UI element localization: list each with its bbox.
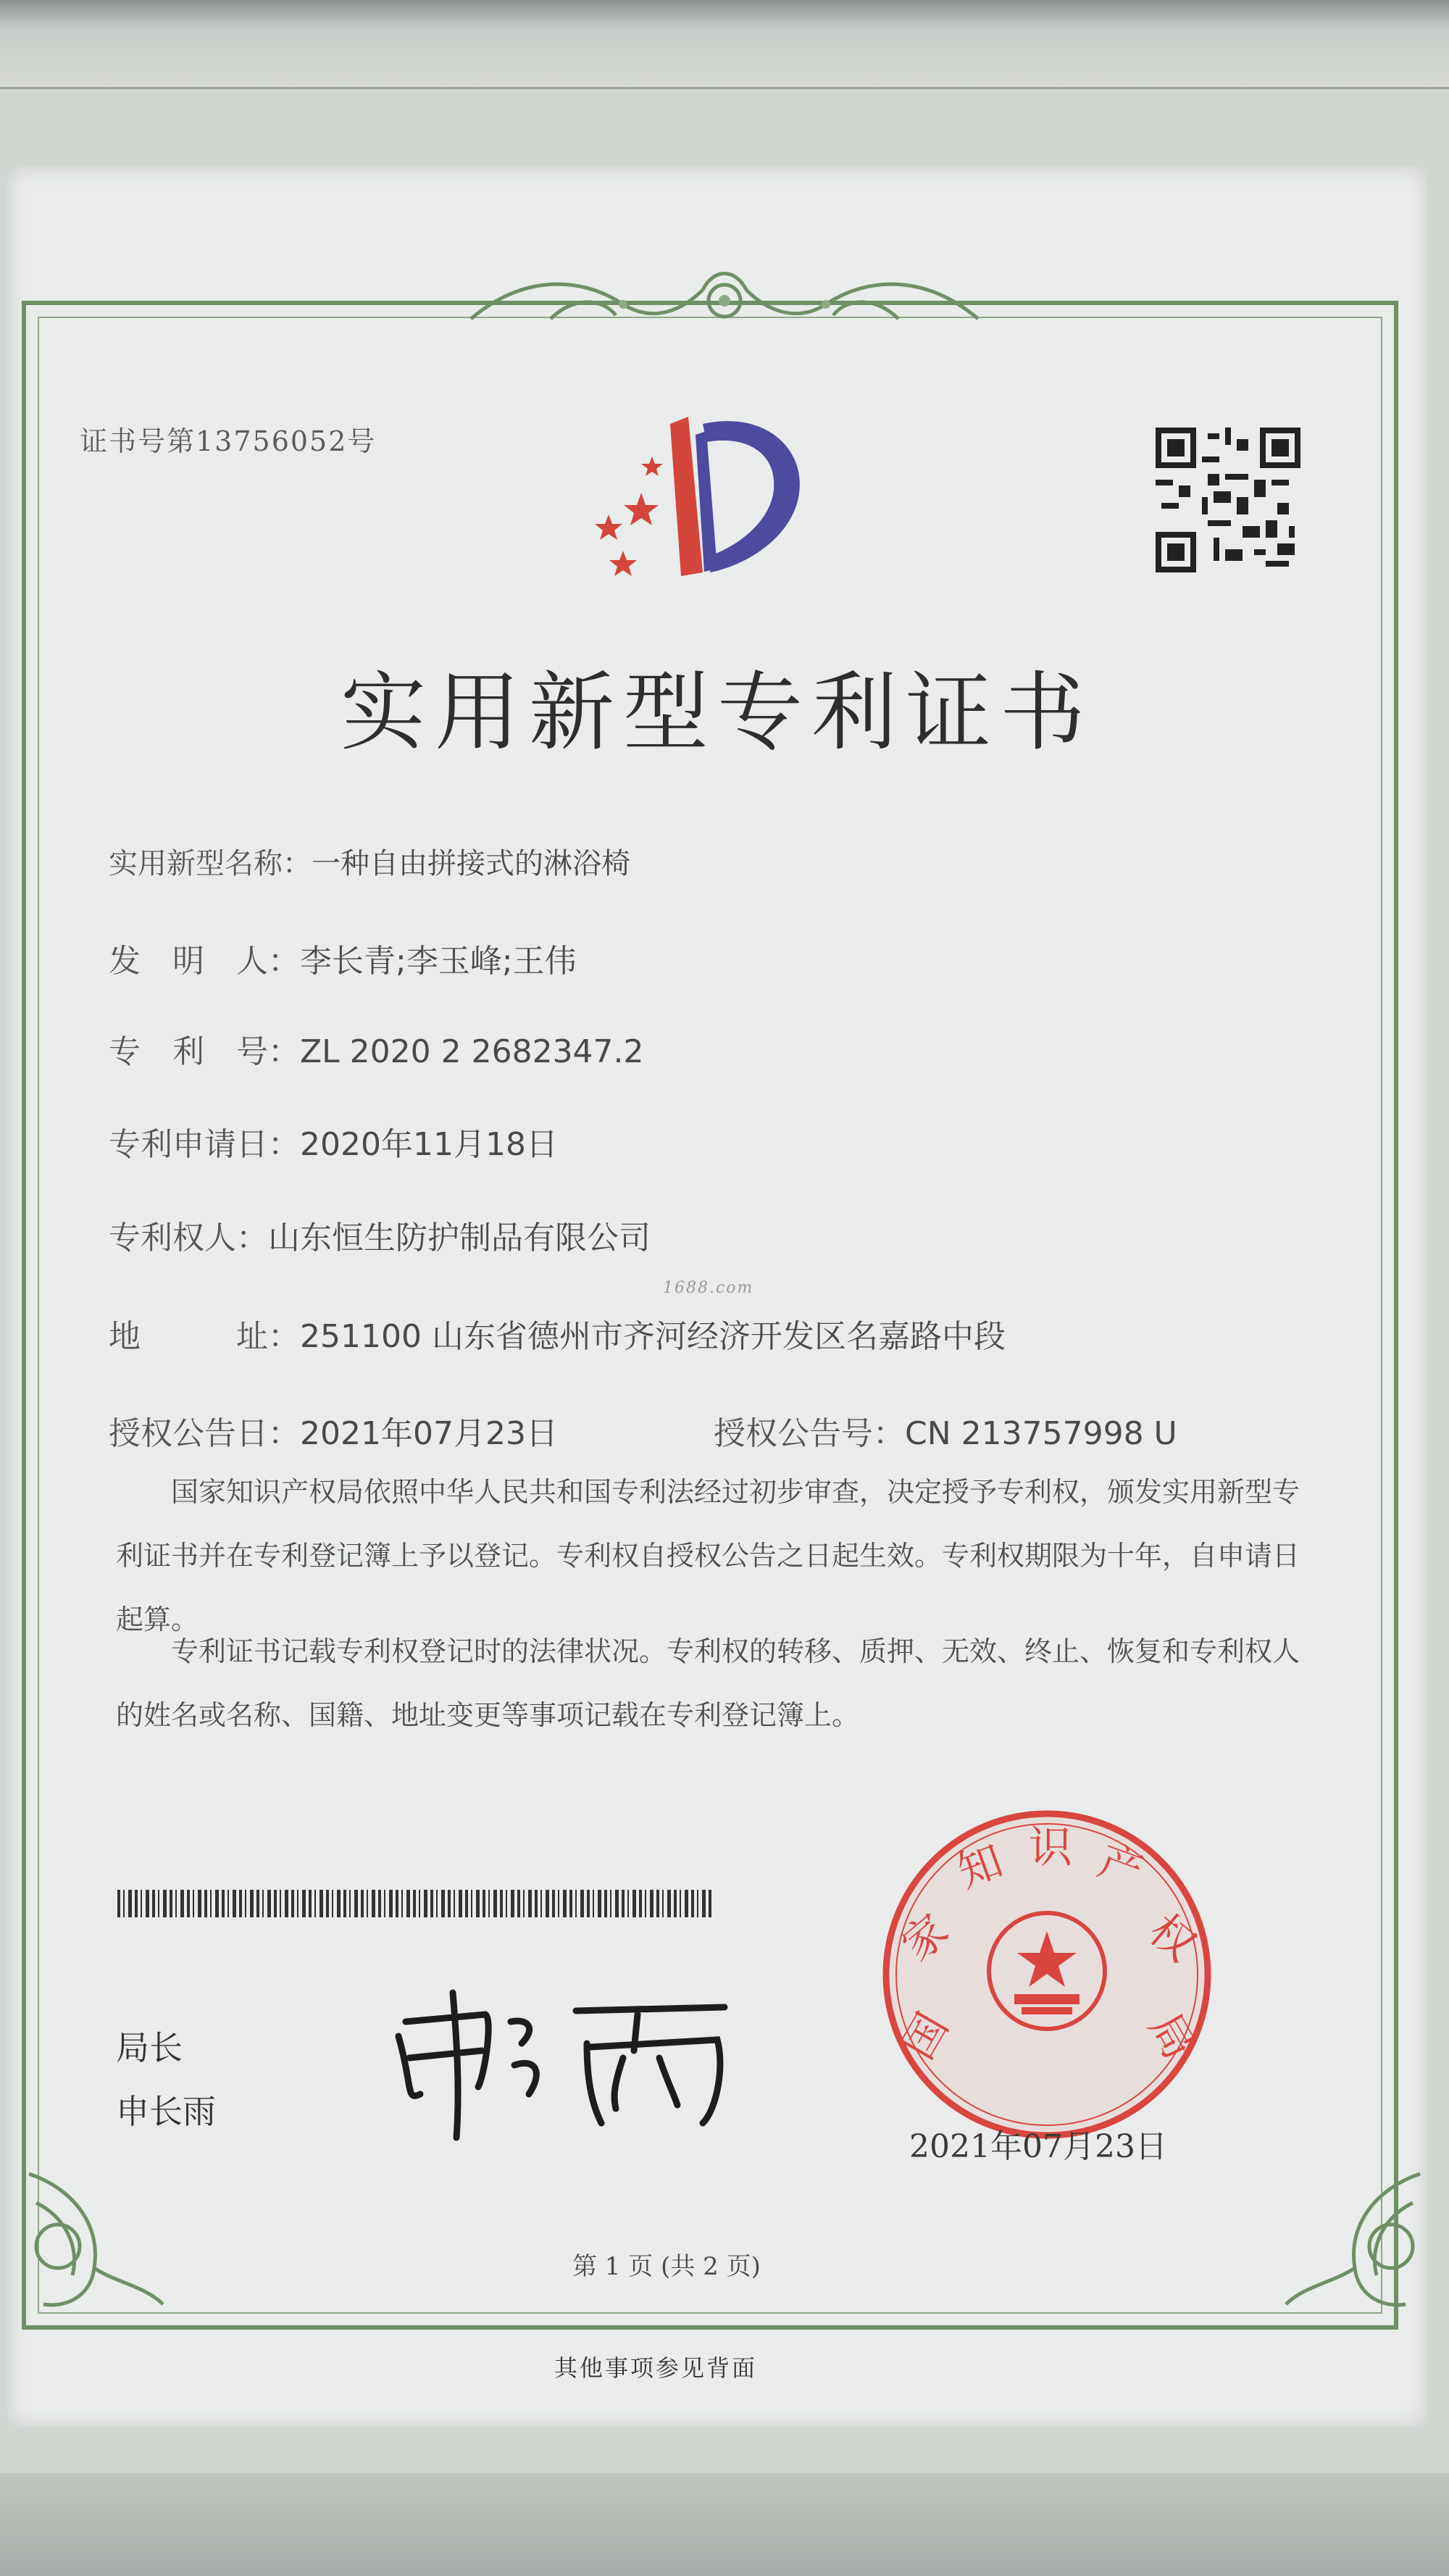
national-ip-seal-icon — [877, 1804, 1217, 2145]
bottom-left-ornament-icon — [14, 2159, 174, 2319]
qr-code-icon — [1156, 428, 1300, 572]
certificate-paragraph-1: 国家知识产权局依照中华人民共和国专利法经过初步审查，决定授予专利权，颁发实用新型专利证书并在专利登记簿上予以登记。专利权自授权公告之日起生效。专利权期限为十年，自申请日起算。 — [116, 1476, 1300, 1635]
certificate-title: 实用新型专利证书 — [341, 662, 1095, 762]
svg-text:权: 权 — [1139, 1904, 1206, 1972]
watermark-text: 1688.com — [663, 1279, 754, 1297]
utility-name-label: 实用新型名称： — [109, 847, 312, 880]
inventor-value: 李长青;李玉峰;王伟 — [300, 943, 577, 980]
address-value: 251100 山东省德州市齐河经济开发区名嘉路中段 — [300, 1318, 1006, 1355]
inventor-row — [109, 935, 577, 981]
certificate-paragraph-2: 专利证书记载专利权登记时的法律状况。专利权的转移、质押、无效、终止、恢复和专利权人的姓名或名称、国籍、地址变更等事项记载在专利登记簿上。 — [116, 1635, 1300, 1731]
svg-text:国: 国 — [893, 2004, 959, 2068]
cnipa-logo-icon — [580, 402, 819, 591]
director-title: 局长 — [116, 2028, 183, 2067]
svg-text:识: 识 — [1029, 1822, 1072, 1873]
grant-date-row — [109, 1407, 558, 1454]
barcode-icon — [117, 1890, 711, 1917]
utility-name-row — [109, 841, 630, 882]
patent-number-label: 专 利 号： — [109, 1033, 300, 1070]
grant-date-label: 授权公告日： — [109, 1415, 300, 1452]
address-row — [109, 1310, 1006, 1356]
svg-text:家: 家 — [892, 1904, 959, 1972]
apply-date-value: 2020年11月18日 — [300, 1126, 558, 1163]
certificate-number: 证书号第13756052号 — [80, 425, 377, 457]
patentee-label: 专利权人： — [109, 1220, 268, 1256]
svg-text:产: 产 — [1091, 1835, 1151, 1898]
svg-text:知: 知 — [951, 1835, 1010, 1898]
patentee-value: 山东恒生防护制品有限公司 — [268, 1220, 651, 1256]
seal-date: 2021年07月23日 — [909, 2128, 1167, 2165]
director-name: 申长雨 — [116, 2092, 216, 2131]
svg-text:局: 局 — [1139, 2004, 1205, 2068]
apply-date-row — [109, 1118, 558, 1164]
address-label: 地 址： — [109, 1318, 300, 1355]
bottom-right-ornament-icon — [1275, 2159, 1435, 2319]
inventor-label: 发 明 人： — [109, 943, 300, 980]
grant-number-value: CN 213757998 U — [905, 1415, 1177, 1452]
patent-number-value: ZL 2020 2 2682347.2 — [300, 1033, 644, 1070]
patentee-row — [109, 1212, 651, 1258]
top-ornament-icon — [464, 261, 985, 341]
utility-name-value: 一种自由拼接式的淋浴椅 — [312, 847, 630, 880]
patent-number-row — [109, 1025, 644, 1072]
back-note: 其他事项参见背面 — [554, 2354, 758, 2382]
director-signature-icon — [384, 1978, 732, 2145]
grant-number-label: 授权公告号： — [714, 1415, 905, 1452]
page-indicator: 第 1 页 (共 2 页) — [572, 2252, 761, 2281]
apply-date-label: 专利申请日： — [109, 1126, 300, 1163]
grant-number-row — [714, 1407, 1177, 1454]
grant-date-value: 2021年07月23日 — [300, 1415, 558, 1452]
